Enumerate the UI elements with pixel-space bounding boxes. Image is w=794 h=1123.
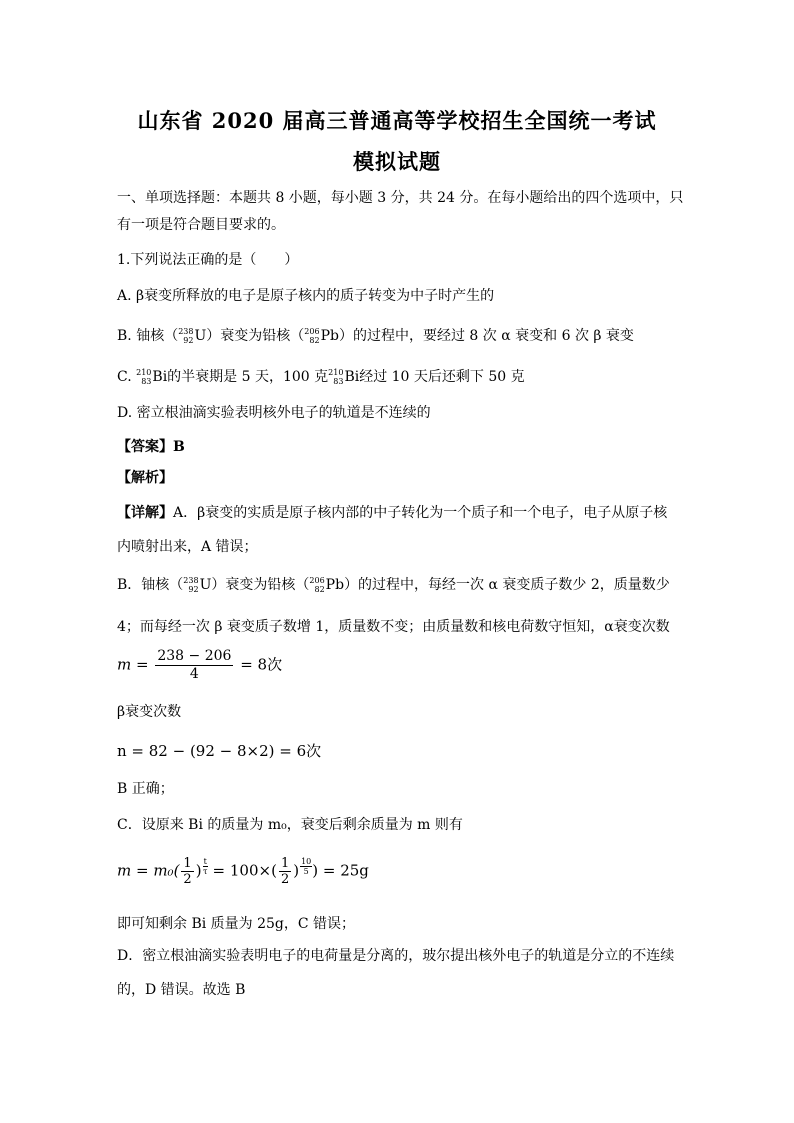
option-c-mid: 的半衰期是 5 天，100 克: [167, 369, 329, 385]
question-stem: 1.下列说法正确的是（ ）: [117, 252, 299, 268]
beta-count-formula: n = 82 − (92 − 8×2) = 6次: [117, 742, 322, 760]
bismuth-nuclide-2: 210 83 Bi: [328, 368, 360, 386]
detail-c-cont: 即可知剩余 Bi 质量为 25g，C 错误；: [117, 916, 356, 932]
analysis-label: 【解析】: [117, 470, 173, 486]
detail-d-cont: 的，D 错误。故选 B: [117, 982, 246, 998]
exam-title: 山东省 2020 届高三普通高等学校招生全国统一考试: [137, 108, 657, 133]
uranium-nuclide: 238 92 U: [178, 327, 207, 345]
detail-d: D．密立根油滴实验表明电子的电荷量是分离的，玻尔提出核外电子的轨道是分立的不连续: [117, 948, 675, 964]
option-c-suffix: 经过 10 天后还剩下 50 克: [359, 369, 525, 385]
section-heading-cont: 有一项是符合题目要求的。: [117, 217, 285, 233]
alpha-count-formula: m = $\frac{238 - 206}{4}$ = 8次: [117, 648, 283, 682]
option-d: D. 密立根油滴实验表明核外电子的轨道是不连续的: [117, 405, 431, 421]
option-b-mid: ）衰变为铅核（: [206, 328, 305, 344]
b-correct: B 正确；: [117, 781, 174, 797]
lead-nuclide: 206 82 Pb: [304, 327, 339, 345]
beta-count-label: β衰变次数: [117, 704, 182, 720]
answer-label: 【答案】B: [117, 439, 185, 455]
option-b-suffix: ）的过程中，要经过 8 次 α 衰变和 6 次 β 衰变: [338, 328, 634, 344]
detail-b-cont: 4；而每经一次 β 衰变质子数增 1，质量数不变；由质量数和核电荷数守恒知，α衰变次数: [117, 619, 670, 635]
bismuth-nuclide: 210 83 Bi: [136, 368, 168, 386]
option-c: [117, 367, 677, 387]
uranium-nuclide-detail: 238 92 U: [183, 576, 212, 594]
option-a: A. β衰变所释放的电子是原子核内的质子转变为中子时产生的: [117, 288, 495, 304]
half-life-formula: m = m₀( $\frac{1}{2}$ ) $\frac{t}{\tau}$ = 100×( $\frac{1}{2}$ ) $\frac{10}{5}$ ) = 25g: [117, 856, 369, 887]
detail-a-text: A．β衰变的实质是原子核内部的中子转化为一个质子和一个电子，电子从原子核: [173, 505, 668, 521]
option-b-prefix: B. 铀核（: [117, 328, 179, 344]
option-c-prefix: C.: [117, 369, 137, 385]
option-b: [117, 326, 677, 346]
lead-nuclide-detail: 206 82 Pb: [309, 576, 345, 594]
exam-subtitle: 模拟试题: [353, 149, 441, 174]
detail-label: 【详解】: [117, 505, 173, 521]
detail-a-cont: 内喷射出来，A 错误；: [117, 539, 258, 555]
section-heading: 一、单项选择题：本题共 8 小题，每小题 3 分，共 24 分。在每小题给出的四个选项中，只: [117, 190, 684, 206]
detail-c: C．设原来 Bi 的质量为 m₀，衰变后剩余质量为 m 则有: [117, 817, 463, 833]
detail-b: B．铀核（ 238 92 U）衰变为铅核（ 206 82 Pb）的过程中，每经一次 α 衰变质子数少 2，质量数少: [117, 576, 670, 594]
detail-a: [117, 503, 677, 523]
